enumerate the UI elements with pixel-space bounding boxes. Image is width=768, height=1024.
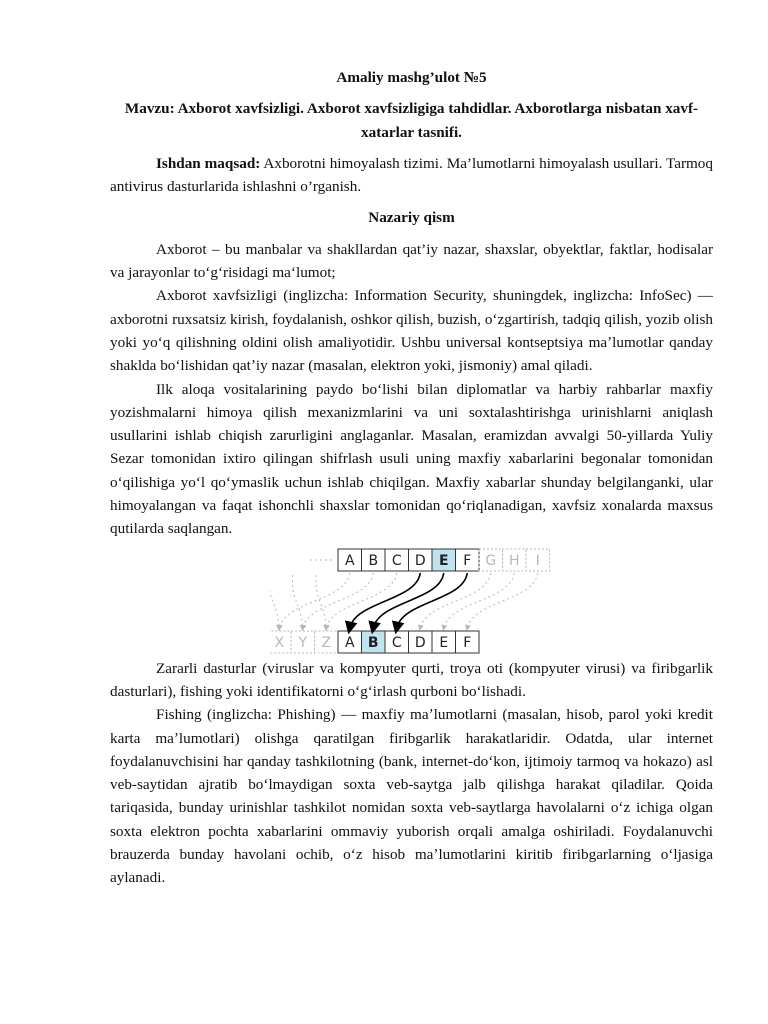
svg-text:B: B [367,634,379,651]
svg-text:G: G [485,552,497,569]
svg-text:C: C [391,634,402,651]
cipher-letter-y [291,631,315,653]
goal-label: Ishdan maqsad: [156,154,261,172]
svg-text:F: F [463,634,472,651]
cipher-letter-a [338,549,362,571]
cipher-letter-b [362,549,386,571]
paragraph-malware: Zararli dasturlar (viruslar va kompyuter qurti, troya oti (kompyuter virusi) va firibgarlik dasturlari), fishing yoki identifikatorni oʻgʻirlash qurboni boʻlishadi. [110,659,713,700]
svg-text:Z: Z [321,634,332,651]
cipher-letter-d [409,549,433,571]
wrap-arrow [316,575,326,628]
cipher-letter-c [385,631,409,653]
caesar-cipher-diagram [270,541,570,657]
paragraph-phishing: Fishing (inglizcha: Phishing) — maxfiy maʼlumotlarni (masalan, hisob, parol yoki kredit karta maʼlumotlari) olishga qaratilgan firibgarlik harakatlaridir. Odatda, ular internet foydalanuvchisini har qanday tashkilotning (bank, internet-doʻkon, ijtimoiy tarmoq va hokazo) asl veb-saytidan ajratib boʻlmaydigan soxta veb-saytga jalb qilishga harakat qiladilar. Qoida tariqasida, bunday urinishlar tashkilot nomidan soxta veb-saytlarga havolalarni oʻz ichiga olgan soxta elektron pochta xabarlarini ommaviy yuborish orqali amalga oshiriladi. Foydalanuvchi brauzerda bunday havolani ochib, oʻz hisob maʼlumotlarini kiritib firibgarlarning oʻljasiga aylanadi. [110,706,713,887]
cipher-letter-f [456,631,480,653]
svg-text:B: B [368,552,379,569]
cipher-letter-b [362,631,386,653]
cipher-letter-z [315,631,339,653]
cipher-letter-c [385,549,409,571]
document-page [110,66,713,890]
paragraph-infosec: Axborot xavfsizligi (inglizcha: Information Security, shuningdek, inglizcha: InfoSec) — axborotni ruxsatsiz kirish, foydalanish, oshkor qilish, buzish, oʻzgartirish, tadqiq qilish, yozib olish yoki yoʻq qilishning oldini olish amaliyotidir. Ushbu universal kontseptsiya maʼlumotlar qanday shaklda boʻlishidan qatʼiy nazar (masalan, elektron yoki, jismoniy) amal qiladi. [110,287,713,375]
shift-arrow-i [467,573,538,628]
cipher-letter-h [503,549,527,571]
cipher-letter-i [526,549,550,571]
cipher-letter-g [479,549,503,571]
cipher-letter-x [270,631,291,653]
cipher-letter-f [456,549,480,571]
svg-text:X: X [274,634,285,651]
svg-text:D: D [414,552,426,569]
svg-text:A: A [344,634,355,651]
cipher-letter-a [338,631,362,653]
wrap-arrow [270,575,279,628]
cipher-letter-d [409,631,433,653]
section-title: Nazariy qism [368,209,455,227]
paragraph-definition: Axborot – bu manbalar va shakllardan qat’iy nazar, shaxslar, obyektlar, faktlar, hodisalar va jarayonlar toʻgʻrisidagi maʻlumot; [110,240,713,282]
svg-text:C: C [391,552,402,569]
goal-paragraph [110,152,713,199]
svg-text:F: F [463,552,472,569]
wrap-arrow [292,575,302,628]
svg-text:I: I [535,552,540,569]
cipher-letter-e [432,631,456,653]
svg-text:H: H [508,552,520,569]
svg-text:Y: Y [298,634,308,651]
document-title: Amaliy mashg’ulot №5 [336,69,487,86]
svg-text:E: E [439,634,449,651]
paragraph-history: Ilk aloqa vositalarining paydo boʻlishi bilan diplomatlar va harbiy rahbarlar maxfiy yozishmalarni himoya qilish mexanizmlarini va uni soxtalashtirishga urinishlarni aniqlash usullarini ishlab chiqish zarurligini anglaganlar. Masalan, eramizdan avvalgi 50-yillarda Yuliy Sezar tomonidan ixtiro qilingan shifrlash usuli uning maxfiy xabarlarini begonalar tomonidan oʻqilishiga yoʻl qoʻymaslik uchun ishlab chiqilgan. Maxfiy xabarlar shunday belgilanganki, ular himoyalangan va faqat ishonchli shaxslar tomonidan qoʻriqlanadigan, xavfsiz xonalarda maxsus qutilarda saqlangan. [110,380,713,538]
svg-text:D: D [414,634,426,651]
document-subject: Mavzu: Axborot xavfsizligi. Axborot xavfsizligiga tahdidlar. Axborotlarga nisbatan xavf-xatarlar tasnifi. [124,100,699,141]
svg-text:A: A [344,552,355,569]
svg-text:E: E [438,552,449,569]
cipher-letter-e [432,549,456,571]
goal-text: Axborotni himoyalash tizimi. Ma’lumotlarni himoyalash usullari. Tarmoq antivirus dasturlarida ishlashni o’rganish. [110,154,713,196]
caesar-cipher-figure [110,541,713,657]
